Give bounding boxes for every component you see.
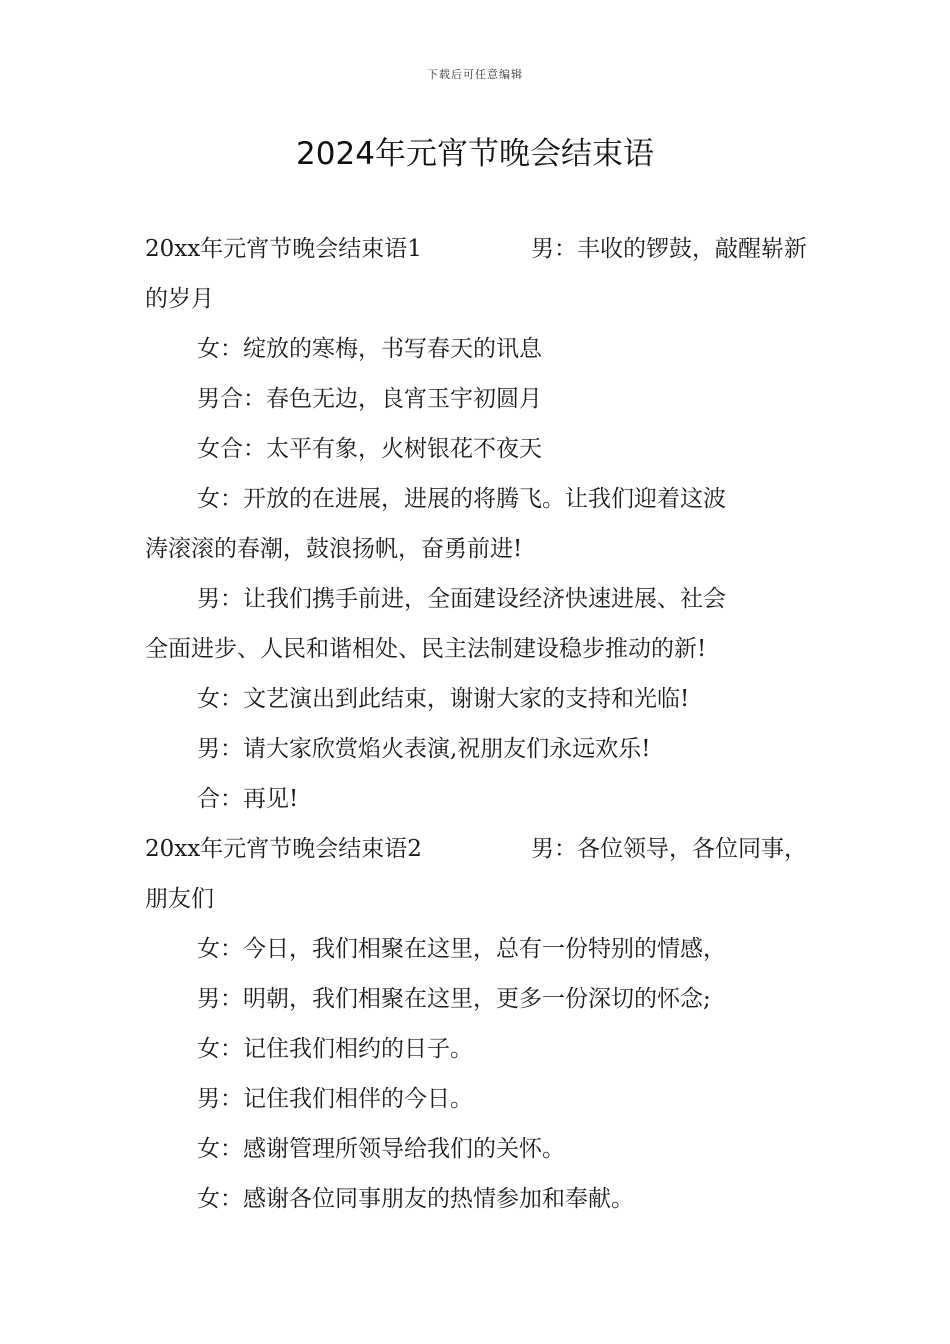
section-heading: 20xx年元宵节晚会结束语1 <box>145 236 422 262</box>
paragraph-line: 涛滚滚的春潮，鼓浪扬帆，奋勇前进! <box>145 536 523 562</box>
paragraph-line: 男：请大家欣赏焰火表演,祝朋友们永远欢乐! <box>197 736 651 762</box>
paragraph-line <box>145 224 807 274</box>
paragraph-line: 男：记住我们相伴的今日。 <box>197 1086 473 1112</box>
paragraph-line: 女合：太平有象，火树银花不夜天 <box>197 436 542 462</box>
paragraph-line: 男：让我们携手前进，全面建设经济快速进展、社会 <box>197 586 726 612</box>
paragraph-line: 朋友们 <box>145 886 214 912</box>
paragraph-line: 女：文艺演出到此结束，谢谢大家的支持和光临! <box>197 686 690 712</box>
header-note: 下载后可任意编辑 <box>427 68 523 81</box>
paragraph-line: 女：今日，我们相聚在这里，总有一份特别的情感， <box>197 936 726 962</box>
paragraph-line: 全面进步、人民和谐相处、民主法制建设稳步推动的新! <box>145 636 707 662</box>
paragraph-line: 女：绽放的寒梅，书写春天的讯息 <box>197 336 542 362</box>
paragraph-line: 男合：春色无边，良宵玉宇初圆月 <box>197 386 542 412</box>
section-heading: 20xx年元宵节晚会结束语2 <box>145 836 422 862</box>
document-body <box>145 224 807 1224</box>
dialogue-text: 男：各位领导，各位同事， <box>531 836 807 862</box>
paragraph-line: 合：再见! <box>197 786 299 812</box>
paragraph-line: 女：记住我们相约的日子。 <box>197 1036 473 1062</box>
document-title: 2024年元宵节晚会结束语 <box>296 136 654 172</box>
paragraph-line: 女：开放的在进展，进展的将腾飞。让我们迎着这波 <box>197 486 726 512</box>
paragraph-line: 男：明朝，我们相聚在这里，更多一份深切的怀念; <box>197 986 711 1012</box>
paragraph-line: 的岁月 <box>145 286 214 312</box>
paragraph-line: 女：感谢各位同事朋友的热情参加和奉献。 <box>197 1186 634 1212</box>
dialogue-text: 男：丰收的锣鼓，敲醒崭新 <box>531 236 807 262</box>
paragraph-line: 女：感谢管理所领导给我们的关怀。 <box>197 1136 565 1162</box>
paragraph-line <box>145 824 807 874</box>
